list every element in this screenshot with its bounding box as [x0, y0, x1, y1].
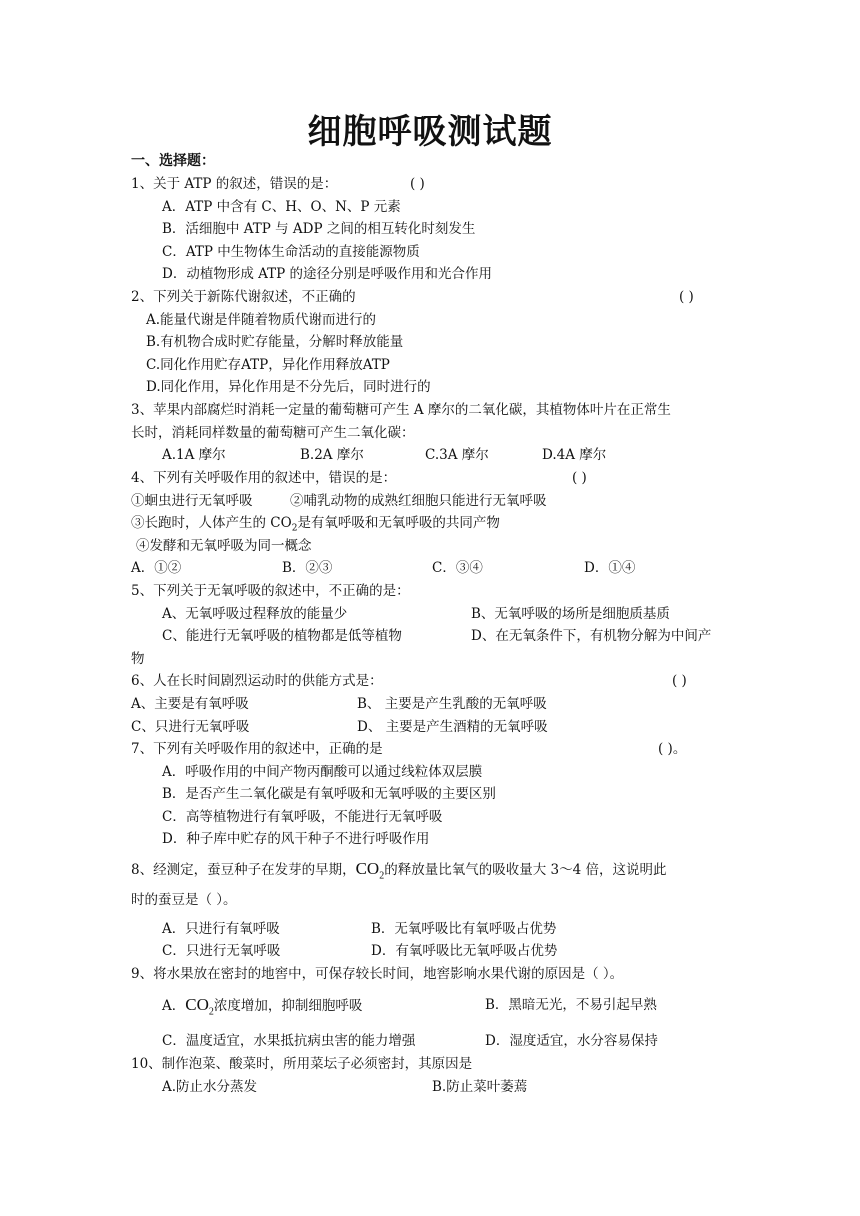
q4-statement-4: ④发酵和无氧呼吸为同一概念 [136, 538, 312, 554]
q9-option-c: C．温度适宜，水果抵抗病虫害的能力增强 [162, 1033, 416, 1049]
q4-option-a: A．①② [131, 560, 182, 576]
page-title: 细胞呼吸测试题 [307, 112, 553, 152]
q8-option-a: A．只进行有氧呼吸 [162, 921, 280, 937]
q6-option-d: D、 主要是产生酒精的无氧呼吸 [357, 719, 548, 735]
q9-option-d: D．湿度适宜，水分容易保持 [485, 1033, 658, 1049]
q6-stem: 6、人在长时间剧烈运动时的供能方式是： [131, 673, 383, 689]
q4-option-b: B．②③ [282, 560, 333, 576]
q2-answer-paren: ( ) [679, 289, 694, 305]
q3-option-d: D.4A 摩尔 [542, 447, 607, 463]
q3-option-c: C.3A 摩尔 [425, 447, 489, 463]
q7-option-d: D．种子库中贮存的风干种子不进行呼吸作用 [162, 831, 430, 847]
q4-option-c: C．③④ [432, 560, 483, 576]
q5-option-a: A、无氧呼吸过程释放的能量少 [162, 606, 348, 622]
q7-option-c: C．高等植物进行有氧呼吸，不能进行无氧呼吸 [162, 809, 443, 825]
q3-stem-line1: 3、苹果内部腐烂时消耗一定量的葡萄糖可产生 A 摩尔的二氧化碳，其植物体叶片在正常生 [131, 402, 671, 418]
q8-option-c: C．只进行无氧呼吸 [162, 943, 281, 959]
q6-answer-paren: ( ) [672, 673, 687, 689]
q4-option-d: D．①④ [584, 560, 636, 576]
q8-option-b: B．无氧呼吸比有氧呼吸占优势 [371, 921, 557, 937]
q2-option-a: A.能量代谢是伴随着物质代谢而进行的 [146, 312, 377, 328]
q1-answer-paren: ( ) [410, 176, 425, 192]
q3-stem-line2: 长时，消耗同样数量的葡萄糖可产生二氧化碳： [131, 425, 415, 441]
q2-option-c: C.同化作用贮存ATP，异化作用释放ATP [146, 357, 390, 373]
q7-answer-paren: ( )。 [658, 741, 687, 757]
q1-option-b: B．活细胞中 ATP 与 ADP 之间的相互转化时刻发生 [162, 221, 476, 237]
q5-option-d: D、在无氧条件下，有机物分解为中间产 [471, 628, 712, 644]
co2-formula: $CO_2$ [185, 995, 214, 1018]
q2-option-b: B.有机物合成时贮存能量，分解时释放能量 [146, 334, 404, 350]
q5-option-d-continued: 物 [131, 651, 145, 667]
q3-option-b: B.2A 摩尔 [300, 447, 364, 463]
q8-stem-line1: 8、经测定，蚕豆种子在发芽的早期，$CO_2$的释放量比氧气的吸收量大 3～4 倍，这说明此 [131, 859, 667, 882]
q1-option-c: C．ATP 中生物体生命活动的直接能源物质 [162, 244, 420, 260]
q6-option-a: A、主要是有氧呼吸 [131, 696, 249, 712]
q9-stem: 9、将水果放在密封的地窖中，可保存较长时间，地窖影响水果代谢的原因是（ ）。 [131, 966, 624, 982]
q6-option-b: B、 主要是产生乳酸的无氧呼吸 [357, 696, 547, 712]
co2-formula: $CO_2$ [355, 859, 385, 882]
q10-option-b: B.防止菜叶萎蔫 [432, 1079, 528, 1095]
q4-stem: 4、下列有关呼吸作用的叙述中，错误的是： [131, 470, 397, 486]
section-heading: 一、选择题： [131, 153, 215, 169]
q10-stem: 10、制作泡菜、酸菜时，所用菜坛子必须密封，其原因是 [131, 1056, 473, 1072]
q1-option-a: A．ATP 中含有 C、H、O、N、P 元素 [162, 199, 401, 215]
q2-stem: 2、下列关于新陈代谢叙述，不正确的 [131, 289, 356, 305]
q5-option-c: C、能进行无氧呼吸的植物都是低等植物 [162, 628, 402, 644]
q4-statement-1: ①蛔虫进行无氧呼吸 [131, 493, 253, 509]
q7-option-b: B．是否产生二氧化碳是有氧呼吸和无氧呼吸的主要区别 [162, 786, 496, 802]
q1-option-d: D．动植物形成 ATP 的途径分别是呼吸作用和光合作用 [162, 266, 493, 282]
q8-stem-line2: 时的蚕豆是（ ）。 [131, 892, 237, 908]
q7-stem: 7、下列有关呼吸作用的叙述中，正确的是 [131, 741, 383, 757]
q4-statement-2: ②哺乳动物的成熟红细胞只能进行无氧呼吸 [290, 493, 547, 509]
q4-statement-3: ③长跑时，人体产生的 $CO_2$是有氧呼吸和无氧呼吸的共同产物 [131, 515, 500, 534]
q7-option-a: A．呼吸作用的中间产物丙酮酸可以通过线粒体双层膜 [162, 764, 483, 780]
q3-option-a: A.1A 摩尔 [162, 447, 226, 463]
q2-option-d: D.同化作用，异化作用是不分先后，同时进行的 [146, 379, 431, 395]
q6-option-c: C、只进行无氧呼吸 [131, 719, 250, 735]
q10-option-a: A.防止水分蒸发 [162, 1079, 258, 1095]
q1-stem: 1、关于 ATP 的叙述，错误的是： [131, 176, 338, 192]
q9-option-b: B．黑暗无光，不易引起早熟 [485, 997, 657, 1013]
q9-option-a: A．$CO_2$浓度增加，抑制细胞呼吸 [162, 995, 363, 1018]
q5-option-b: B、无氧呼吸的场所是细胞质基质 [471, 606, 670, 622]
q5-stem: 5、下列关于无氧呼吸的叙述中，不正确的是： [131, 583, 410, 599]
q4-answer-paren: ( ) [572, 470, 587, 486]
q8-option-d: D．有氧呼吸比无氧呼吸占优势 [371, 943, 558, 959]
